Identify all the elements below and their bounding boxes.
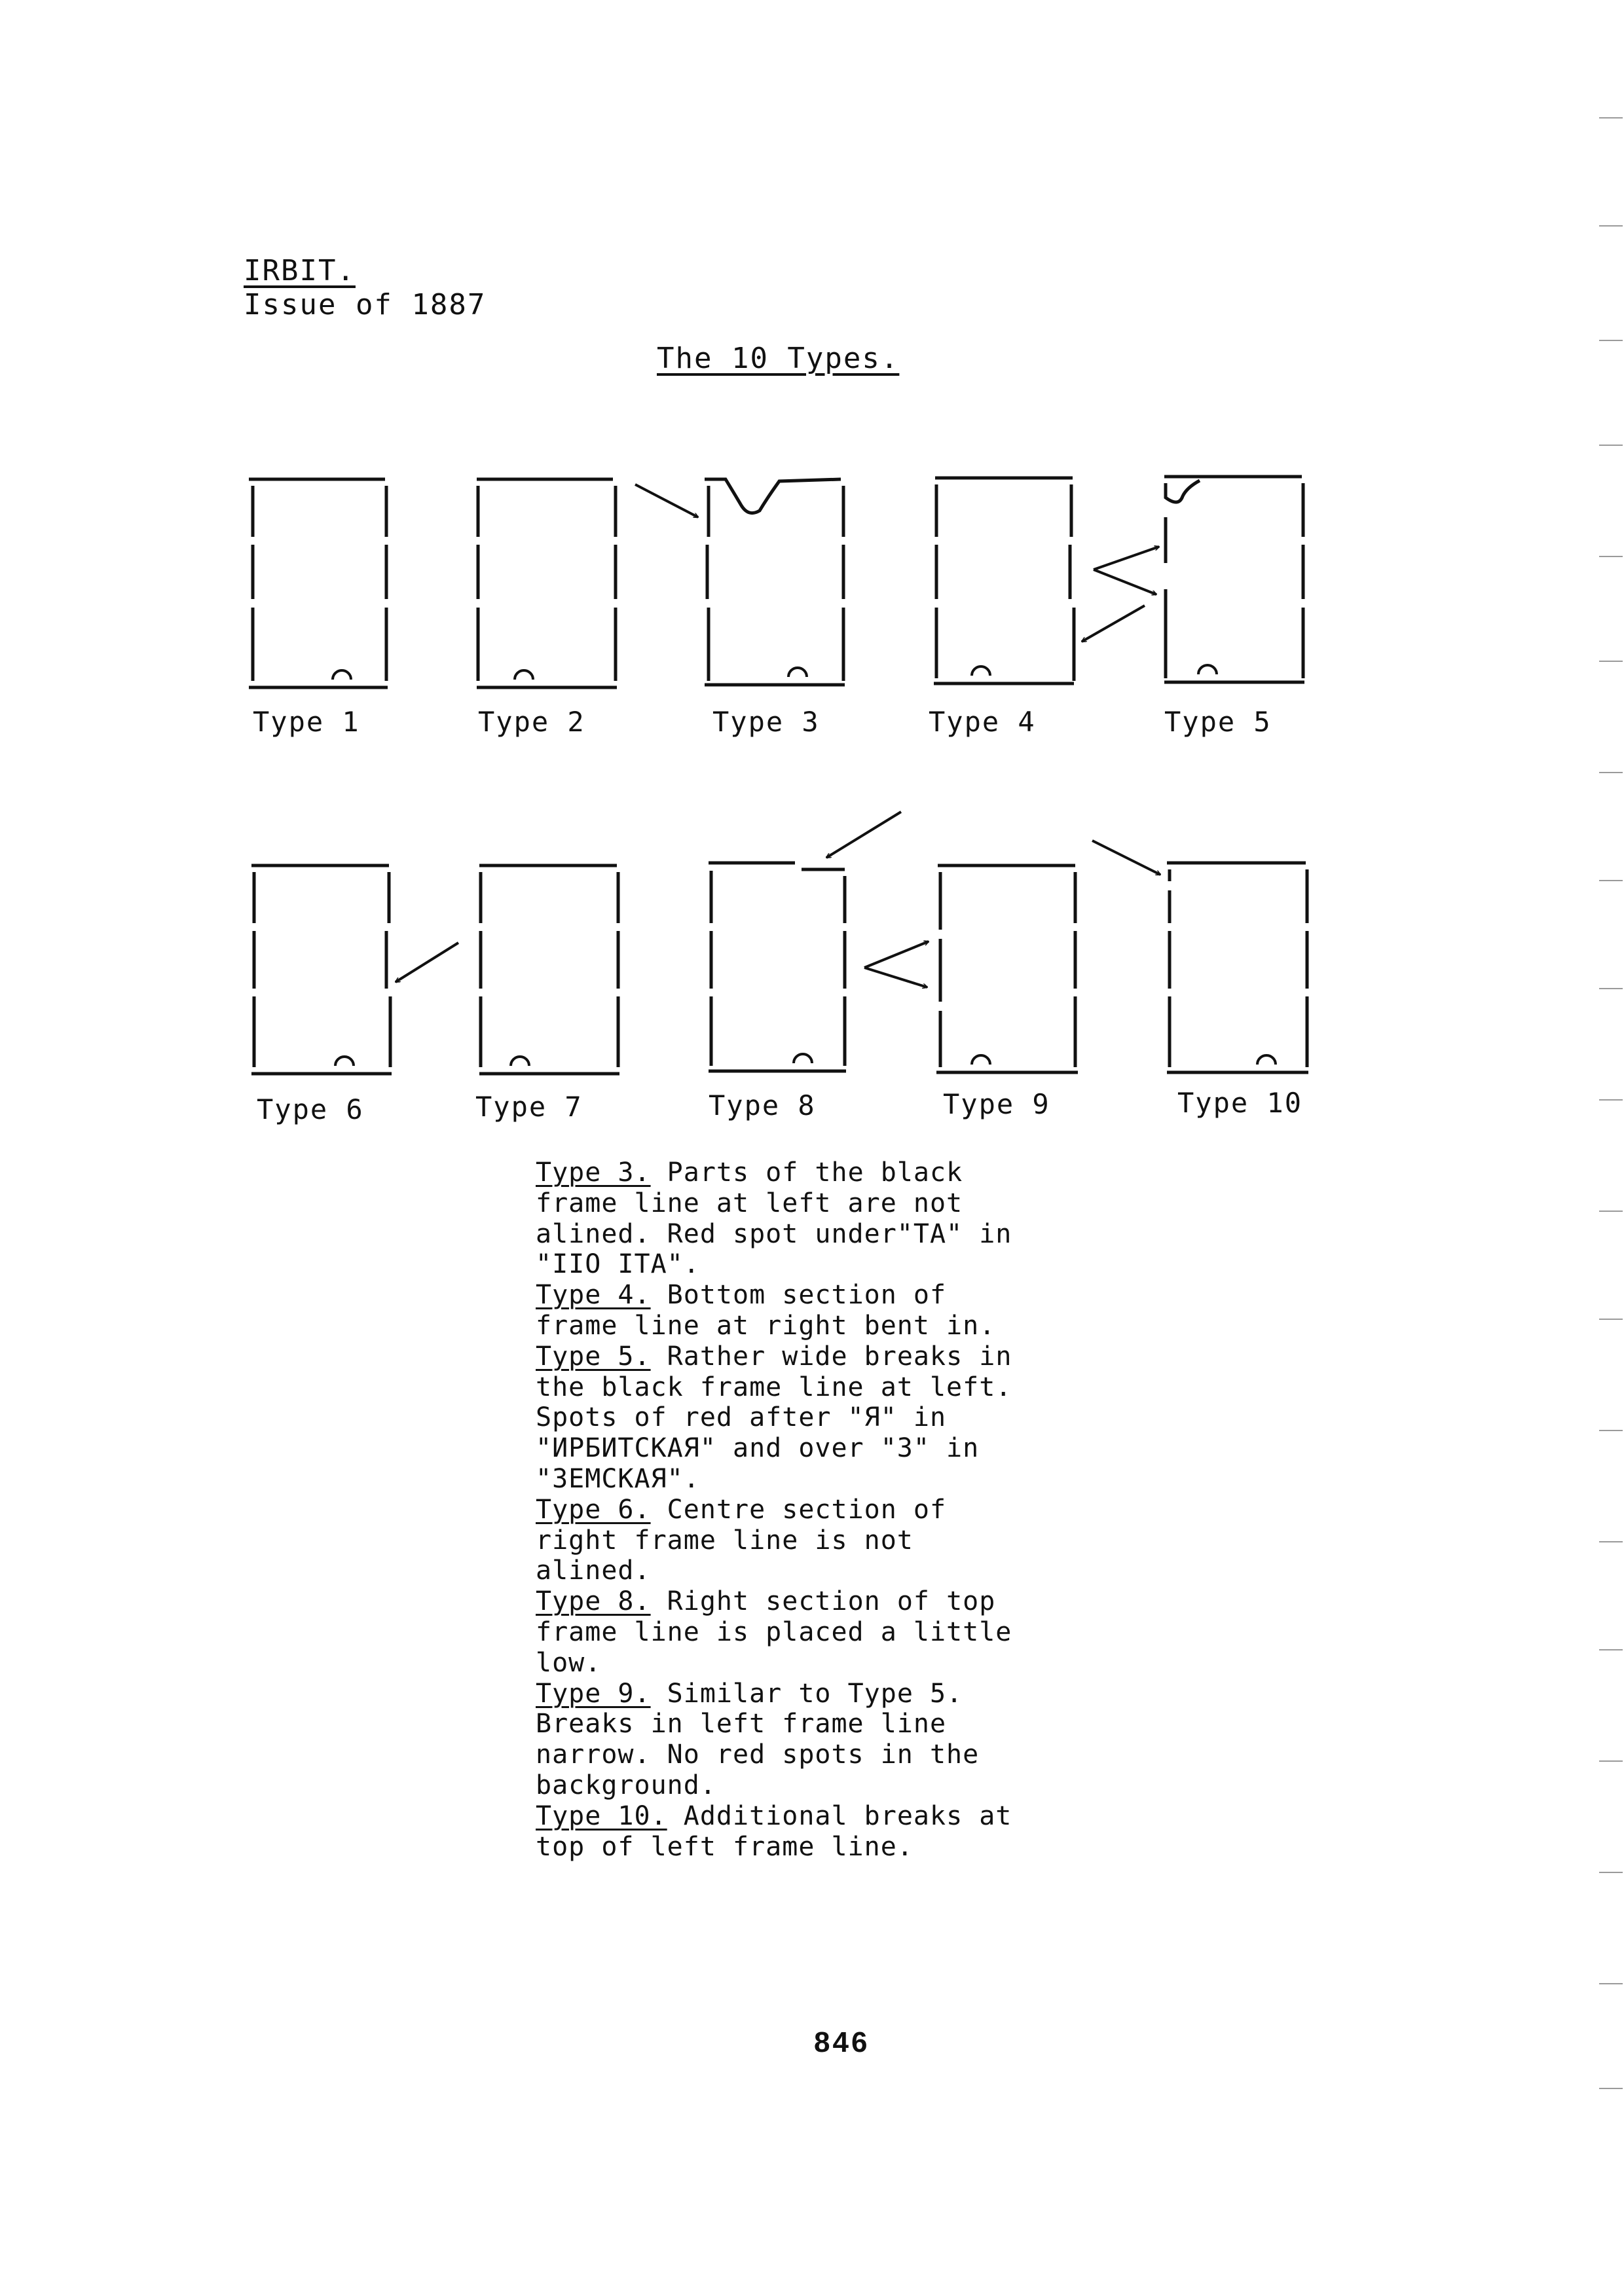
arrow-type-8-top [826,812,901,858]
note-type: Type 3. [536,1157,651,1188]
diagram-type-9 [936,866,1078,1072]
arrow-type-6 [396,943,458,982]
note [536,1280,1033,1341]
note-text: Rather wide breaks in the black frame line at left. Spots of red after "Я" in "ИРБИТСКАЯ" and over "3" in "3EMCKAЯ". [536,1341,1012,1494]
type-label: Type 7 [475,1091,583,1123]
diagram-type-5 [1164,477,1304,682]
header-issue: Issue of 1887 [244,288,487,321]
type-notes [536,1157,1033,1862]
note [536,1679,1033,1801]
arrows-type-8-9 [864,941,929,987]
diagram-type-1 [249,479,388,687]
type-label: Type 10 [1177,1087,1303,1119]
diagram-type-10 [1167,863,1308,1072]
type-label: Type 1 [253,706,360,738]
note-text: Parts of the black frame line at left are not alined. Red spot under"TA" in "IIO ITA". [536,1157,1012,1280]
type-label: Type 2 [478,706,585,738]
page-title: The 10 Types. [657,342,900,375]
note [536,1341,1033,1495]
note-text: Similar to Type 5. Breaks in left frame line narrow. No red spots in the background. [536,1678,980,1800]
note-text: Additional breaks at top of left frame line. [536,1800,1012,1862]
header-place: IRBIT. [244,254,356,287]
note-text: Right section of top frame line is placed a little low. [536,1586,1012,1678]
note-type: Type 5. [536,1341,651,1372]
diagram-type-3 [705,479,845,685]
note-type: Type 10. [536,1800,667,1831]
note [536,1801,1033,1863]
arrows-type-4-5 [1082,547,1159,642]
arrow-type-10 [1092,841,1160,875]
note [536,1157,1033,1280]
note-text: Centre section of right frame line is not alined. [536,1494,947,1586]
type-label: Type 8 [709,1089,816,1121]
diagram-type-6 [251,866,392,1074]
page-number: 846 [814,2026,870,2058]
diagram-type-4 [934,478,1074,683]
diagram-type-8 [709,863,846,1071]
type-label: Type 9 [943,1088,1050,1120]
note-type: Type 8. [536,1586,651,1617]
diagram-type-7 [479,866,619,1074]
type-label: Type 5 [1164,706,1272,738]
note [536,1495,1033,1586]
type-label: Type 3 [712,706,820,738]
note-type: Type 4. [536,1280,651,1311]
binder-edge-marks [1598,0,1624,2296]
note-text: Bottom section of frame line at right bent in. [536,1280,996,1341]
note-type: Type 9. [536,1678,651,1709]
type-label: Type 6 [257,1093,364,1125]
type-label: Type 4 [929,706,1036,738]
note [536,1586,1033,1678]
arrow-type-3 [635,484,698,517]
diagram-type-2 [477,479,617,687]
note-type: Type 6. [536,1494,651,1525]
